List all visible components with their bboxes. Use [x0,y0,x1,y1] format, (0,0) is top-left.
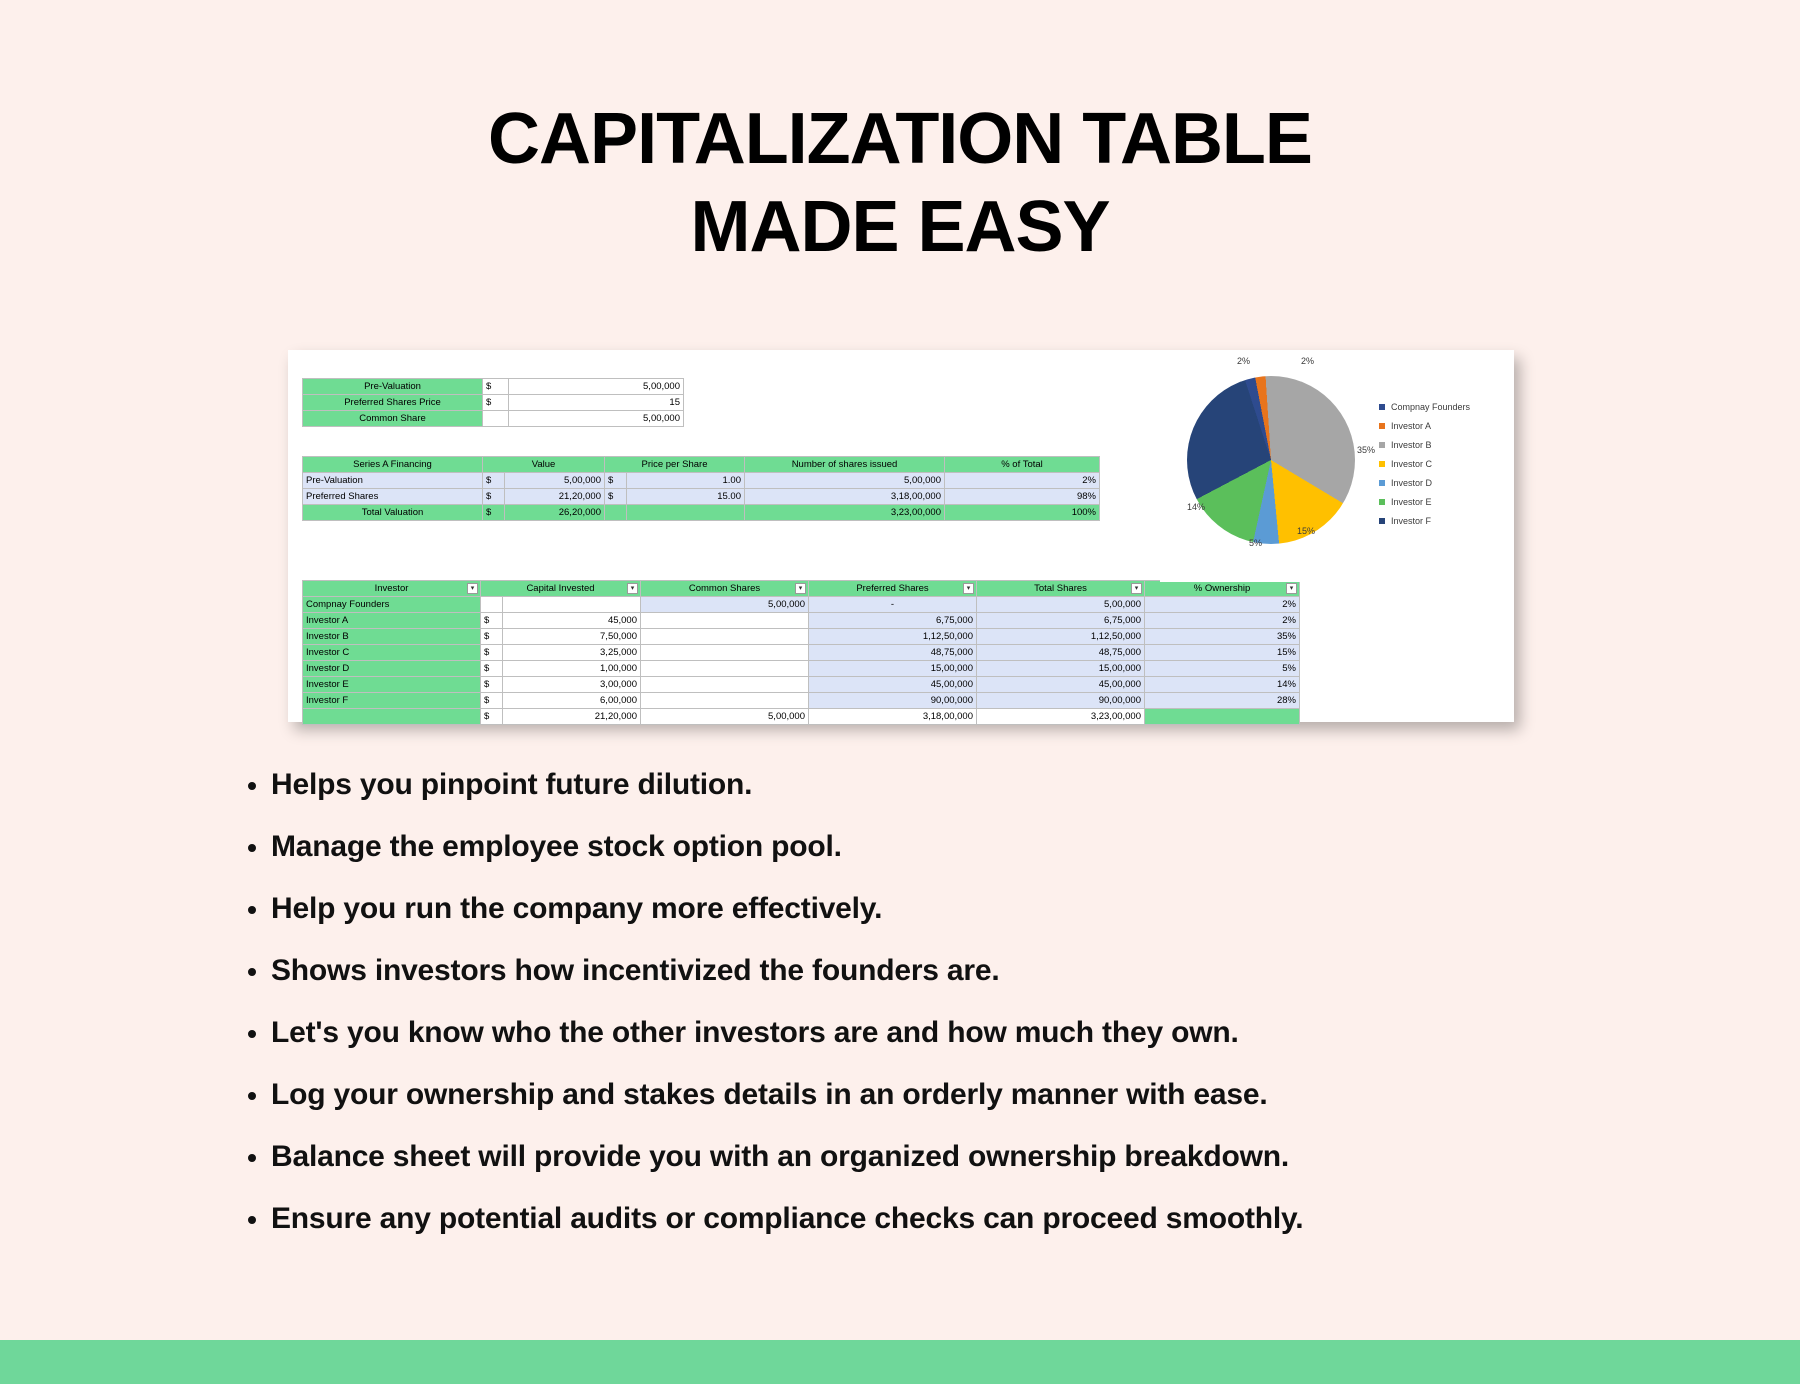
legend-item [1379,402,1470,412]
list-item: • Helps you pinpoint future dilution. [271,770,1625,800]
cap-currency-1: $ [481,613,503,629]
table-header-row [303,457,1100,473]
cap-capital-0 [503,597,641,613]
valuation-value-1: 15 [509,395,684,411]
cap-total-6: 90,00,000 [977,693,1145,709]
filter-dropdown-icon[interactable]: ▾ [963,583,974,594]
table-total-row [303,709,1300,725]
list-item: • Let's you know who the other investors are and how much they own. [271,1018,1625,1048]
legend-label-5: Investor E [1391,497,1432,507]
cap-total-currency: $ [481,709,503,725]
cap-common-6 [641,693,809,709]
cap-total-2: 1,12,50,000 [977,629,1145,645]
cap-common-4 [641,661,809,677]
legend-label-4: Investor D [1391,478,1433,488]
filter-dropdown-icon[interactable]: ▾ [1286,583,1297,594]
spreadsheet-screenshot [288,350,1514,722]
page-title [0,0,1800,272]
cap-ownership-6: 28% [1145,693,1300,709]
series-a-pct-1: 98% [945,489,1100,505]
valuation-label-2: Common Share [303,411,483,427]
pie-label-investor-e: 14% [1187,502,1206,512]
series-a-header-4: % of Total [945,457,1100,473]
cap-preferred-5: 45,00,000 [809,677,977,693]
valuation-block-table [302,378,684,427]
cap-capital-4: 1,00,000 [503,661,641,677]
valuation-currency-1: $ [483,395,509,411]
legend-item [1379,421,1470,431]
filter-dropdown-icon[interactable]: ▾ [467,583,478,594]
cap-header-investor-label: Investor [374,583,409,594]
cap-capital-3: 3,25,000 [503,645,641,661]
series-a-pps-currency-2 [605,505,627,521]
cap-capital-6: 6,00,000 [503,693,641,709]
benefits-list [225,770,1625,1266]
legend-label-0: Compnay Founders [1391,402,1471,412]
cap-total-common: 5,00,000 [641,709,809,725]
cap-common-1 [641,613,809,629]
cap-ownership-5: 14% [1145,677,1300,693]
series-a-value-currency-1: $ [483,489,505,505]
page-title-line1: CAPITALIZATION TABLE [488,99,1312,179]
pie-label-investor-c: 15% [1297,526,1316,536]
series-a-shares-1: 3,18,00,000 [745,489,945,505]
cap-header-investor[interactable] [303,581,481,597]
cap-currency-3: $ [481,645,503,661]
cap-currency-0 [481,597,503,613]
cap-investor-6: Investor F [303,693,481,709]
pie-graphic [1187,376,1355,544]
pie-label-investor-d: 5% [1249,538,1263,548]
cap-ownership-3: 15% [1145,645,1300,661]
page-title-line2: MADE EASY [690,186,1110,267]
cap-total-preferred: 3,18,00,000 [809,709,977,725]
footer-accent-bar [0,1340,1800,1384]
table-row [303,693,1300,709]
legend-swatch-icon [1379,480,1385,486]
list-item: • Ensure any potential audits or compliance checks can proceed smoothly. [271,1204,1625,1234]
series-a-pps-currency-1: $ [605,489,627,505]
table-row [303,489,1100,505]
series-a-pct-2: 100% [945,505,1100,521]
valuation-label-1: Preferred Shares Price [303,395,483,411]
cap-header-preferred[interactable] [809,581,977,597]
legend-label-6: Investor F [1391,516,1432,526]
table-row [303,411,684,427]
cap-ownership-2: 35% [1145,629,1300,645]
cap-ownership-4: 5% [1145,661,1300,677]
cap-capital-5: 3,00,000 [503,677,641,693]
table-row [303,645,1300,661]
legend-swatch-icon [1379,518,1385,524]
cap-ownership-0: 2% [1145,597,1300,613]
cap-preferred-6: 90,00,000 [809,693,977,709]
legend-swatch-icon [1379,442,1385,448]
legend-label-3: Investor C [1391,459,1433,469]
legend-item [1379,459,1470,469]
cap-total-5: 45,00,000 [977,677,1145,693]
list-item: • Shows investors how incentivized the founders are. [271,956,1625,986]
cap-header-total[interactable] [977,581,1145,597]
legend-label-1: Investor A [1391,421,1432,431]
legend-item [1379,497,1470,507]
cap-currency-4: $ [481,661,503,677]
series-a-label-0: Pre-Valuation [303,473,483,489]
legend-item [1379,516,1470,526]
cap-total-1: 6,75,000 [977,613,1145,629]
table-row [303,661,1300,677]
series-a-header-0: Series A Financing [303,457,483,473]
series-a-pps-1: 15.00 [627,489,745,505]
cap-common-0: 5,00,000 [641,597,809,613]
cap-currency-2: $ [481,629,503,645]
cap-investor-4: Investor D [303,661,481,677]
series-a-header-1: Value [483,457,605,473]
cap-common-3 [641,645,809,661]
pie-label-investor-b: 35% [1357,445,1376,455]
series-a-pct-0: 2% [945,473,1100,489]
filter-dropdown-icon[interactable]: ▾ [627,583,638,594]
table-row [303,379,684,395]
series-a-label-2: Total Valuation [303,505,483,521]
cap-header-preferred-label: Preferred Shares [856,583,929,594]
table-row [303,613,1300,629]
legend-swatch-icon [1379,423,1385,429]
legend-label-2: Investor B [1391,440,1432,450]
cap-preferred-4: 15,00,000 [809,661,977,677]
series-a-header-2: Price per Share [605,457,745,473]
cap-preferred-3: 48,75,000 [809,645,977,661]
cap-header-total-label: Total Shares [1034,583,1087,594]
pie-label-founders: 2% [1237,356,1251,366]
valuation-value-0: 5,00,000 [509,379,684,395]
list-item: • Help you run the company more effectively. [271,894,1625,924]
valuation-value-2: 5,00,000 [509,411,684,427]
series-a-shares-0: 5,00,000 [745,473,945,489]
cap-total-label [303,709,481,725]
series-a-pps-0: 1.00 [627,473,745,489]
cap-investor-1: Investor A [303,613,481,629]
cap-investor-2: Investor B [303,629,481,645]
table-row [303,597,1300,613]
series-a-header-3: Number of shares issued [745,457,945,473]
list-item: • Manage the employee stock option pool. [271,832,1625,862]
cap-investor-0: Compnay Founders [303,597,481,613]
cap-currency-5: $ [481,677,503,693]
pie-legend [1379,402,1470,535]
cap-total-3: 48,75,000 [977,645,1145,661]
cap-ownership-1: 2% [1145,613,1300,629]
table-row [303,473,1100,489]
cap-header-common[interactable] [641,581,809,597]
valuation-label-0: Pre-Valuation [303,379,483,395]
cap-header-ownership[interactable] [1145,581,1300,597]
series-a-value-currency-0: $ [483,473,505,489]
cap-header-capital[interactable] [481,581,641,597]
series-a-value-1: 21,20,000 [505,489,605,505]
list-item: • Log your ownership and stakes details in an orderly manner with ease. [271,1080,1625,1110]
cap-preferred-0: - [809,597,977,613]
cap-total-total: 3,23,00,000 [977,709,1145,725]
ownership-pie-chart [1160,350,1514,582]
table-row [303,629,1300,645]
legend-swatch-icon [1379,499,1385,505]
valuation-currency-0: $ [483,379,509,395]
cap-header-capital-label: Capital Invested [526,583,595,594]
series-a-value-currency-2: $ [483,505,505,521]
legend-swatch-icon [1379,404,1385,410]
table-header-row [303,581,1300,597]
cap-common-2 [641,629,809,645]
series-a-pps-2 [627,505,745,521]
legend-item [1379,440,1470,450]
table-total-row [303,505,1100,521]
cap-total-4: 15,00,000 [977,661,1145,677]
table-row [303,677,1300,693]
cap-preferred-1: 6,75,000 [809,613,977,629]
cap-capital-1: 45,000 [503,613,641,629]
valuation-currency-2 [483,411,509,427]
series-a-value-2: 26,20,000 [505,505,605,521]
cap-total-ownership [1145,709,1300,725]
series-a-shares-2: 3,23,00,000 [745,505,945,521]
cap-header-common-label: Common Shares [688,583,761,594]
cap-common-5 [641,677,809,693]
series-a-value-0: 5,00,000 [505,473,605,489]
table-row [303,395,684,411]
cap-preferred-2: 1,12,50,000 [809,629,977,645]
filter-dropdown-icon[interactable]: ▾ [1131,583,1142,594]
filter-dropdown-icon[interactable]: ▾ [795,583,806,594]
legend-item [1379,478,1470,488]
series-a-pps-currency-0: $ [605,473,627,489]
cap-total-capital: 21,20,000 [503,709,641,725]
series-a-table [302,456,1100,521]
series-a-label-1: Preferred Shares [303,489,483,505]
cap-capital-2: 7,50,000 [503,629,641,645]
list-item: • Balance sheet will provide you with an organized ownership breakdown. [271,1142,1625,1172]
cap-investor-5: Investor E [303,677,481,693]
cap-currency-6: $ [481,693,503,709]
pie-label-investor-a: 2% [1301,356,1315,366]
cap-investor-3: Investor C [303,645,481,661]
cap-total-0: 5,00,000 [977,597,1145,613]
legend-swatch-icon [1379,461,1385,467]
cap-table [302,580,1300,725]
cap-header-ownership-label: % Ownership [1193,583,1251,594]
